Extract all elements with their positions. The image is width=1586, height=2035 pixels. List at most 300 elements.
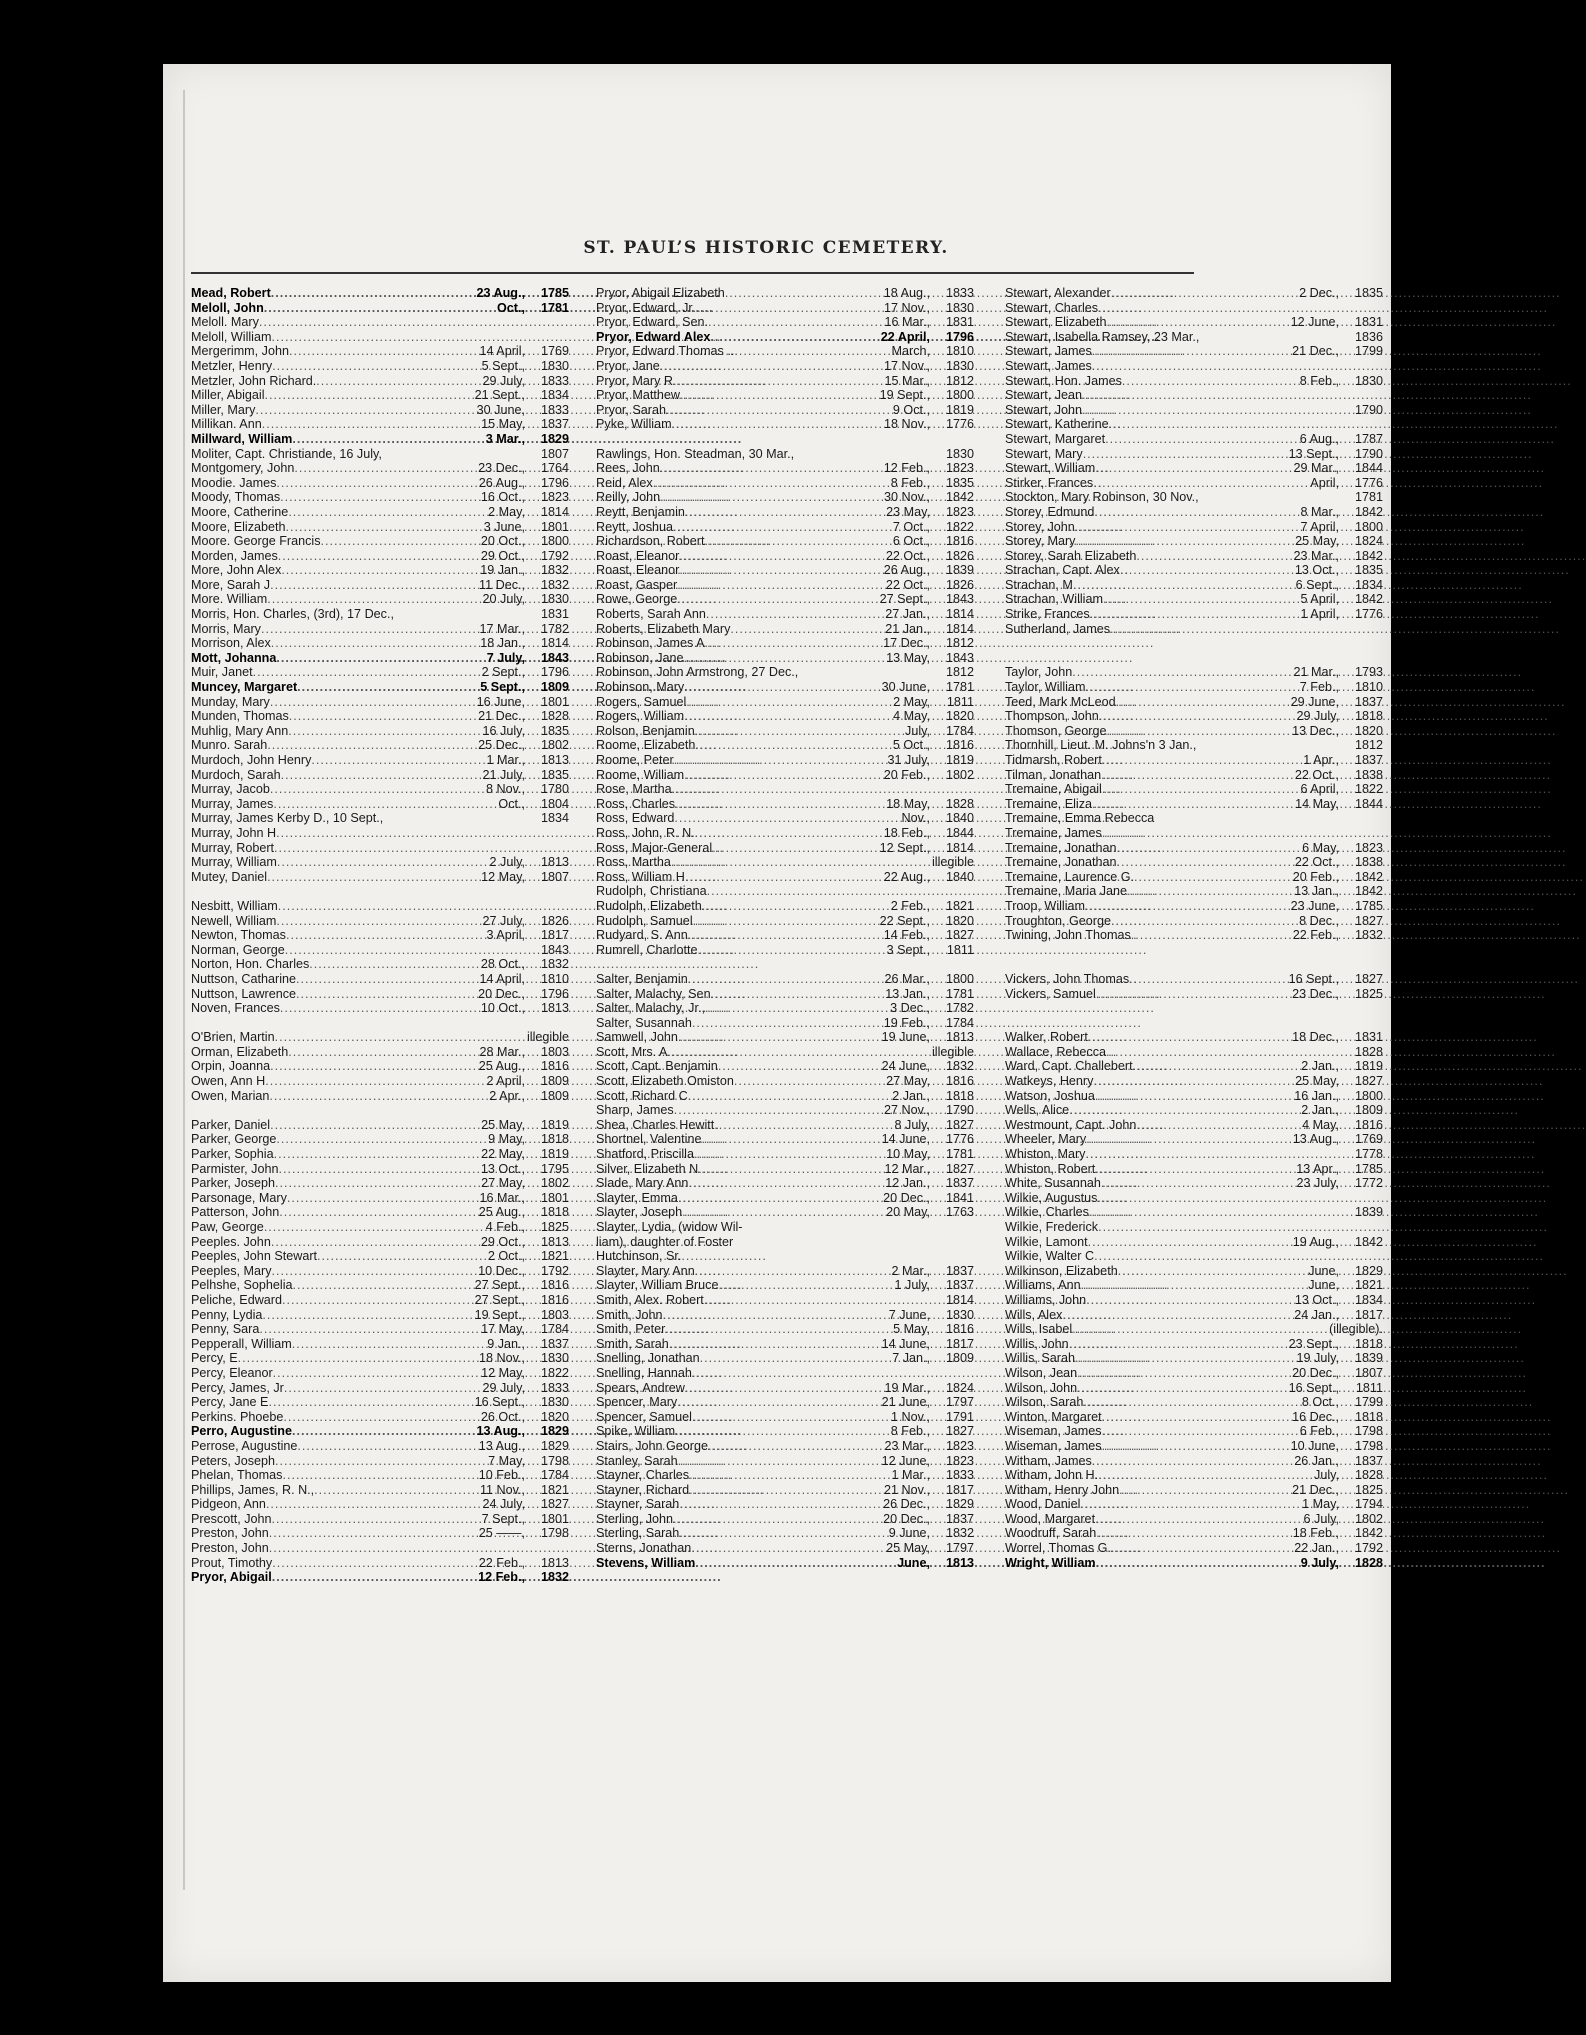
entry-year: 1832 <box>1354 928 1383 943</box>
entry-year: 1842 <box>1354 548 1383 563</box>
dot-leader <box>1081 1278 1307 1293</box>
entry-year: 1843 <box>945 592 974 607</box>
entry-name: Snelling, Jonathan <box>596 1351 700 1366</box>
burial-entry <box>596 520 974 535</box>
dot-leader <box>714 1118 892 1133</box>
entry-year: 1842 <box>1354 869 1383 884</box>
entry-year: 1830 <box>540 592 569 607</box>
dot-leader <box>730 622 883 637</box>
dot-leader <box>1072 665 1291 680</box>
entry-date: 12 May, <box>481 869 525 884</box>
entry-date: 5 Oct., <box>892 738 930 753</box>
dot-leader <box>702 899 889 914</box>
entry-year: 1823 <box>945 1453 974 1468</box>
entry-name: Troughton, George <box>1005 913 1111 928</box>
burial-entry <box>596 738 974 753</box>
entry-date: 6 Aug., <box>1299 431 1339 446</box>
entry-name: Taylor, William <box>1005 680 1086 695</box>
entry-name: Roome, William <box>596 767 685 782</box>
dot-leader <box>684 680 879 695</box>
entry-date: 14 April, <box>479 344 525 359</box>
burial-entry <box>191 1118 569 1133</box>
entry-name: Perro, Augustine <box>191 1424 292 1439</box>
dot-leader <box>262 417 479 432</box>
entry-year: 1830 <box>540 358 569 373</box>
entry-name: Parker, Joseph <box>191 1176 276 1191</box>
entry-date: 13 Sept., <box>1288 446 1339 461</box>
burial-entry <box>191 899 569 914</box>
dot-leader <box>280 490 479 505</box>
burial-entry <box>1005 1497 1383 1512</box>
burial-entry <box>1005 476 1383 491</box>
entry-year: 1804 <box>540 796 569 811</box>
entry-date: 25 Dec., <box>478 738 525 753</box>
entry-year: 1830 <box>540 1351 569 1366</box>
entry-date: 3 Sept., <box>886 942 930 957</box>
entry-year: 1796 <box>540 475 569 490</box>
entry-name: Preston, John <box>191 1526 269 1541</box>
entry-date: 23 Dec., <box>1292 986 1339 1001</box>
burial-entry <box>596 695 974 710</box>
dot-leader <box>262 1308 472 1323</box>
entry-name: Stayner, Sarah <box>596 1497 680 1512</box>
entry-year: 1781 <box>1354 490 1383 505</box>
entry-name: Salter, Malachy, Jr., <box>596 1001 705 1016</box>
entry-date: 29 July, <box>482 1380 525 1395</box>
dot-leader <box>282 1293 473 1308</box>
entry-year: 1833 <box>945 1468 974 1483</box>
entry-name: Silver, Elizabeth N <box>596 1161 699 1176</box>
dot-leader <box>275 1030 523 1045</box>
burial-entry <box>1005 301 1383 316</box>
entry-year: 1798 <box>1354 1438 1383 1453</box>
burial-entry <box>191 374 569 389</box>
burial-entry <box>596 1264 974 1279</box>
dot-leader <box>278 549 479 564</box>
entry-year: 1817 <box>1354 1307 1383 1322</box>
dot-leader <box>311 753 484 768</box>
burial-entry <box>1005 1249 1383 1264</box>
entry-name: Stewart, Isabella Ramsey, 23 Mar., <box>1005 329 1200 344</box>
dot-leader <box>1092 359 1337 374</box>
entry-name: Shea, Charles Hewitt <box>596 1117 715 1132</box>
entry-name: Slayter, Lydia, (widow Wil- <box>596 1220 743 1234</box>
burial-entry <box>191 607 569 622</box>
entry-year: 1811 <box>946 694 974 709</box>
burial-entry <box>596 374 974 389</box>
entry-date: 25 ——, <box>478 1526 525 1541</box>
entry-name: Woodruff, Sarah <box>1005 1526 1097 1541</box>
entry-date: 21 Dec., <box>478 709 525 724</box>
entry-year: 1809 <box>540 1074 569 1089</box>
entry-date: 8 Feb., <box>890 1424 930 1439</box>
dot-leader <box>686 695 891 710</box>
entry-date: 7 Feb., <box>1299 680 1339 695</box>
entry-date: 2 Jan., <box>1301 1059 1339 1074</box>
entry-year: 1816 <box>540 1059 569 1074</box>
dot-leader <box>281 563 478 578</box>
entry-name: Williams, Ann <box>1005 1278 1081 1293</box>
entry-name: Mott, Johanna <box>191 650 277 665</box>
dot-leader <box>1093 1074 1293 1089</box>
dot-leader <box>288 724 480 739</box>
burial-entry <box>596 680 974 695</box>
entry-name: Samwell, John <box>596 1030 678 1045</box>
entry-name: Wilson, Jean <box>1005 1365 1078 1380</box>
entry-date: 6 Sept., <box>1295 577 1339 592</box>
entry-date: 3 June, <box>483 519 525 534</box>
entry-name: Nuttson, Catharine <box>191 971 297 986</box>
dot-leader <box>679 549 884 564</box>
entry-date: 8 July, <box>894 1117 930 1132</box>
burial-entry <box>1005 768 1383 783</box>
entry-name: Slade, Mary Ann <box>596 1176 689 1191</box>
entry-name: Stewart, Alexander <box>1005 286 1111 300</box>
entry-date: 10 May, <box>886 1147 930 1162</box>
dot-leader <box>1102 1410 1291 1425</box>
entry-year: 1816 <box>540 1292 569 1307</box>
burial-entry <box>1005 563 1383 578</box>
dot-leader <box>270 695 475 710</box>
entry-date: 18 Aug., <box>883 286 930 300</box>
entry-name: Moore, Catherine <box>191 504 289 519</box>
entry-name: Scott, Capt. Benjamin <box>596 1059 718 1074</box>
entry-date: 31 July, <box>887 753 930 767</box>
burial-entry <box>1005 315 1383 330</box>
entry-date: 18 Feb., <box>883 825 930 840</box>
burial-entry <box>191 1249 569 1264</box>
dot-leader <box>1134 870 1291 885</box>
section-gap <box>191 884 569 899</box>
section-gap <box>596 432 974 447</box>
entry-name: Tidmarsh, Robert <box>1005 753 1102 767</box>
entry-date: 14 June, <box>881 1132 930 1147</box>
entry-year: 1823 <box>945 1438 974 1453</box>
burial-entry <box>596 1454 974 1469</box>
entry-name: Scott, Mrs. A <box>596 1044 668 1059</box>
burial-entry <box>1005 1454 1383 1469</box>
burial-entry <box>596 1147 974 1162</box>
entry-date: 1 Mar., <box>891 1468 930 1483</box>
dot-leader <box>274 1147 480 1162</box>
entry-date: 16 July, <box>482 723 525 738</box>
dot-leader <box>725 286 882 301</box>
entry-name: Reilly, John <box>596 490 661 505</box>
burial-entry <box>596 1439 974 1454</box>
dot-leader <box>1101 768 1293 783</box>
entry-year: 1802 <box>540 738 569 753</box>
entry-date: 20 Feb., <box>1292 869 1339 884</box>
entry-year: 1799 <box>1354 1395 1383 1410</box>
section-gap <box>1005 651 1383 666</box>
entry-year: 1798 <box>1354 1424 1383 1439</box>
entry-date: 23 May, <box>886 504 930 519</box>
entry-date: 22 May, <box>481 1147 525 1162</box>
entry-year: 1776 <box>945 1132 974 1147</box>
entry-date: 22 Oct., <box>1294 767 1339 782</box>
burial-entry <box>1005 724 1383 739</box>
dot-leader <box>274 841 523 856</box>
entry-year: 1784 <box>540 1468 569 1483</box>
entry-year: 1792 <box>540 548 569 563</box>
dot-leader <box>1083 1395 1300 1410</box>
dot-leader <box>705 1001 888 1016</box>
entry-date: 26 Jan., <box>1294 1453 1339 1468</box>
burial-entry <box>596 1410 974 1425</box>
burial-entry <box>596 1395 974 1410</box>
burial-entry <box>191 724 569 739</box>
entry-date: 19 Sept., <box>879 388 930 403</box>
burial-entry <box>596 1016 974 1031</box>
burial-entry <box>191 1512 569 1527</box>
section-gap <box>191 1103 569 1118</box>
entry-year: 1835 <box>1354 563 1383 578</box>
entry-name: Wallace, Rebecca <box>1005 1044 1107 1059</box>
dot-leader <box>1090 607 1299 622</box>
burial-entry <box>191 403 569 418</box>
burial-entry <box>1005 1395 1383 1410</box>
column-b <box>596 286 974 1570</box>
entry-date: 12 Jan., <box>885 1176 930 1191</box>
entry-name: Ward, Capt. Challebert <box>1005 1059 1133 1074</box>
entry-year: 1821 <box>540 1482 569 1497</box>
entry-name: Witham, James <box>1005 1453 1092 1468</box>
burial-entry <box>1005 826 1383 841</box>
burial-entry <box>1005 928 1383 943</box>
entry-date: 22 Feb., <box>478 1555 525 1570</box>
entry-year: 1776 <box>1354 607 1383 622</box>
burial-entry <box>1005 1118 1383 1133</box>
entry-name: Paw, George <box>191 1220 264 1234</box>
burial-entry <box>596 1205 974 1220</box>
dot-leader <box>264 301 495 316</box>
entry-name: Stayner, Charles <box>596 1468 690 1483</box>
entry-year: 1831 <box>540 607 569 622</box>
entry-name: Peeples, Mary <box>191 1263 272 1278</box>
entry-year: 1814 <box>540 504 569 519</box>
burial-entry <box>191 622 569 637</box>
entry-year: 1816 <box>945 1074 974 1089</box>
entry-date: 12 May, <box>481 1365 525 1380</box>
burial-entry <box>596 1483 974 1498</box>
burial-entry <box>191 665 569 680</box>
burial-entry <box>1005 622 1383 637</box>
entry-name: Stewart, Jean <box>1005 388 1083 403</box>
entry-year: 1828 <box>1354 1555 1383 1570</box>
entry-date: June, <box>1308 1263 1339 1278</box>
entry-name: Wills, Alex <box>1005 1307 1063 1322</box>
entry-name: Percy, Eleanor <box>191 1365 273 1380</box>
entry-date: 14 May, <box>1295 796 1339 811</box>
entry-name: Morris, Hon. Charles, (3rd), 17 Dec., <box>191 607 394 622</box>
dot-leader <box>267 738 476 753</box>
entry-date: 13 Aug., <box>478 1438 525 1453</box>
entry-year: 1827 <box>1354 913 1383 928</box>
burial-entry <box>596 301 974 316</box>
dot-leader <box>679 563 881 578</box>
burial-entry <box>596 855 974 870</box>
entry-date: 16 Sept., <box>1288 1380 1339 1395</box>
dot-leader <box>685 870 882 885</box>
entry-name: Wilson, Sarah <box>1005 1395 1084 1410</box>
entry-date: 2 May, <box>488 504 525 519</box>
entry-year: 1834 <box>1354 1292 1383 1307</box>
dot-leader <box>275 1176 479 1191</box>
entry-date: 27 Sept., <box>474 1292 525 1307</box>
dot-leader <box>1136 549 1291 564</box>
entry-name: Murdoch, John Henry <box>191 753 312 767</box>
section-gap <box>1005 636 1383 651</box>
entry-year: 1844 <box>945 825 974 840</box>
entry-year: 1840 <box>945 811 974 826</box>
entry-name: Metzler, Henry <box>191 358 273 373</box>
dot-leader <box>671 855 928 870</box>
entry-year: 1816 <box>945 1322 974 1337</box>
entry-date: 12 Mar., <box>884 1161 930 1176</box>
burial-entry <box>191 1162 569 1177</box>
entry-name: Nuttson, Lawrence <box>191 986 297 1001</box>
burial-entry <box>191 1059 569 1074</box>
entry-date: 1 April, <box>1300 607 1339 622</box>
entry-year: 1837 <box>1354 1453 1383 1468</box>
dot-leader <box>286 520 482 535</box>
entry-year: 1842 <box>1354 1526 1383 1541</box>
entry-name: Troop, William <box>1005 898 1086 913</box>
burial-entry <box>596 797 974 812</box>
entry-name: Worrel, Thomas G. <box>1005 1541 1111 1556</box>
dot-leader <box>693 914 878 929</box>
entry-name: Wilkie, Walter C <box>1005 1249 1095 1264</box>
entry-date: 30 June, <box>476 402 525 417</box>
entry-date: 1 July, <box>894 1278 930 1293</box>
burial-entry <box>191 1366 569 1381</box>
dot-leader <box>271 286 475 301</box>
entry-name: Newell, William <box>191 913 277 928</box>
entry-name: Orpin, Joanna <box>191 1059 271 1074</box>
entry-year: 1824 <box>945 1380 974 1395</box>
entry-date: 22 Sept., <box>879 913 930 928</box>
entry-year: 1785 <box>540 286 569 300</box>
entry-date: 2 Mar., <box>891 1263 930 1278</box>
dot-leader <box>1082 403 1337 418</box>
entry-year: 1812 <box>945 665 974 680</box>
entry-name: Snelling, Hannah <box>596 1365 692 1380</box>
burial-entry <box>1005 1483 1383 1498</box>
entry-name: Murdoch, Sarah <box>191 767 281 782</box>
entry-date: 2 Apr., <box>489 1088 525 1103</box>
entry-date: 20 Oct., <box>480 534 525 549</box>
entry-name: Reid, Alex <box>596 475 653 490</box>
entry-date: 20 Dec., <box>1292 1365 1339 1380</box>
dot-leader <box>259 315 523 330</box>
dot-leader <box>685 1381 883 1396</box>
entry-date: 7 June, <box>888 1307 930 1322</box>
entry-year: 1801 <box>540 519 569 534</box>
entry-name: Wells, Alice <box>1005 1103 1070 1118</box>
burial-entry <box>596 899 974 914</box>
entry-name: Parsonage, Mary <box>191 1190 287 1205</box>
entry-date: 2 Jan., <box>892 1088 930 1103</box>
burial-entry <box>1005 797 1383 812</box>
burial-entry <box>1005 505 1383 520</box>
entry-year: 1823 <box>540 490 569 505</box>
dot-leader <box>1080 1497 1300 1512</box>
entry-date: 21 Nov., <box>884 1482 930 1497</box>
burial-entry <box>596 1308 974 1323</box>
dot-leader <box>1075 520 1299 535</box>
entry-name: Meloll, John <box>191 300 264 315</box>
section-gap <box>1005 1001 1383 1016</box>
dot-leader <box>269 1541 523 1556</box>
entry-date: 23 July, <box>1296 1176 1339 1191</box>
entry-year: 1790 <box>1354 446 1383 461</box>
section-gap <box>1005 957 1383 972</box>
dot-leader <box>1129 972 1286 987</box>
burial-entry <box>191 1235 569 1250</box>
burial-entry <box>1005 417 1383 432</box>
dot-leader <box>684 709 891 724</box>
entry-name: Pryor, Sarah <box>596 402 666 417</box>
burial-entry <box>596 447 974 462</box>
entry-name: Rudyard, S. Ann <box>596 928 688 943</box>
entry-name: Vickers, Samuel <box>1005 986 1096 1001</box>
entry-name: Pidgeon, Ann <box>191 1497 266 1512</box>
entry-date: 8 Feb., <box>890 475 930 490</box>
entry-year: 1827 <box>1354 971 1383 986</box>
dot-leader <box>1107 724 1291 739</box>
dot-leader <box>712 841 877 856</box>
entry-date: Oct., <box>497 300 525 315</box>
dot-leader <box>678 1030 880 1045</box>
entry-year: 1826 <box>945 577 974 592</box>
dot-leader <box>682 1205 884 1220</box>
burial-entry <box>596 753 974 768</box>
entry-year: illegible <box>931 1044 974 1059</box>
burial-entry <box>191 1497 569 1512</box>
dot-leader <box>272 1556 477 1571</box>
dot-leader <box>672 782 928 797</box>
entry-name: Sterns, Jonathan <box>596 1541 692 1556</box>
dot-leader <box>734 344 889 359</box>
entry-year: 1817 <box>540 928 569 943</box>
burial-entry <box>191 651 569 666</box>
entry-year: 1822 <box>945 519 974 534</box>
dot-leader <box>268 1395 472 1410</box>
entry-year: 1812 <box>945 373 974 388</box>
entry-name: Rogers, Samuel <box>596 694 687 709</box>
entry-year: 1803 <box>540 1307 569 1322</box>
entry-year: 1837 <box>945 1511 974 1526</box>
burial-entry <box>191 695 569 710</box>
burial-entry <box>1005 855 1383 870</box>
burial-entry <box>191 1381 569 1396</box>
entry-name: Roast, Eleanor <box>596 563 680 578</box>
burial-entry <box>191 738 569 753</box>
burial-entry <box>191 388 569 403</box>
entry-name: Murray, Jacob <box>191 782 270 797</box>
burial-entry <box>191 432 569 447</box>
entry-year: 1825 <box>1354 1482 1383 1497</box>
entry-year: 1814 <box>540 636 569 651</box>
entry-year: 1776 <box>1354 475 1383 490</box>
entry-name: Stewart, James <box>1005 358 1092 373</box>
entry-name: Rudolph, Christiana <box>596 884 707 899</box>
entry-date: 9 May, <box>488 1132 525 1147</box>
burial-entry <box>596 315 974 330</box>
burial-entry <box>1005 1089 1383 1104</box>
dot-leader <box>1103 592 1299 607</box>
entry-year: 1781 <box>540 300 569 315</box>
